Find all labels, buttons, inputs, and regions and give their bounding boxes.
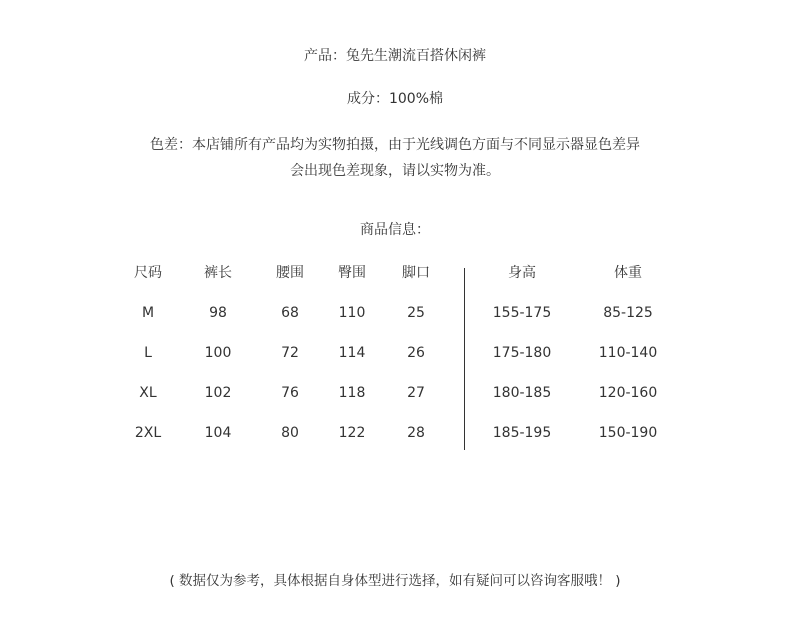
table-cell-size: L bbox=[144, 345, 152, 361]
table-cell-hip: 114 bbox=[338, 345, 366, 361]
table-cell-waist: 68 bbox=[281, 305, 299, 321]
product-label: 产品： bbox=[304, 48, 346, 64]
table-cell-hem: 27 bbox=[407, 385, 425, 401]
table-header-weight: 体重 bbox=[614, 265, 642, 281]
table-cell-height: 175-180 bbox=[492, 345, 552, 361]
table-cell-height: 185-195 bbox=[492, 425, 552, 441]
table-cell-hip: 118 bbox=[338, 385, 366, 401]
table-cell-hip: 122 bbox=[338, 425, 366, 441]
color-note-line-2: 会出现色差现象，请以实物为准。 bbox=[290, 163, 500, 179]
table-cell-length: 100 bbox=[204, 345, 232, 361]
material-line bbox=[0, 89, 790, 109]
table-header-waist: 腰围 bbox=[276, 265, 304, 281]
table-cell-length: 104 bbox=[204, 425, 232, 441]
material-label: 成分： bbox=[346, 91, 389, 107]
table-cell-size: M bbox=[141, 305, 155, 321]
table-cell-hem: 25 bbox=[407, 305, 425, 321]
table-cell-size: XL bbox=[139, 385, 157, 401]
table-cell-waist: 76 bbox=[281, 385, 299, 401]
table-cell-height: 155-175 bbox=[492, 305, 552, 321]
product-name: 兔先生潮流百搭休闲裤 bbox=[346, 48, 486, 64]
table-cell-height: 180-185 bbox=[492, 385, 552, 401]
table-cell-size: 2XL bbox=[134, 425, 162, 441]
table-cell-weight: 85-125 bbox=[603, 305, 653, 321]
table-cell-weight: 110-140 bbox=[598, 345, 658, 361]
table-cell-length: 98 bbox=[209, 305, 227, 321]
table-cell-weight: 150-190 bbox=[598, 425, 658, 441]
table-divider bbox=[464, 268, 465, 450]
table-header-height: 身高 bbox=[508, 265, 536, 281]
table-cell-hem: 26 bbox=[407, 345, 425, 361]
table-header-length: 裤长 bbox=[204, 265, 232, 281]
table-cell-hem: 28 bbox=[407, 425, 425, 441]
table-cell-hip: 110 bbox=[338, 305, 366, 321]
product-info-title: 商品信息： bbox=[360, 222, 430, 238]
table-cell-waist: 72 bbox=[281, 345, 299, 361]
table-cell-waist: 80 bbox=[281, 425, 299, 441]
table-cell-weight: 120-160 bbox=[598, 385, 658, 401]
table-header-hip: 臀围 bbox=[338, 265, 366, 281]
color-note-line-1: 色差：本店铺所有产品均为实物拍摄，由于光线调色方面与不同显示器显色差异 bbox=[150, 137, 640, 153]
product-line bbox=[0, 46, 790, 66]
footer-note: ( 数据仅为参考，具体根据自身体型进行选择，如有疑问可以咨询客服哦！ ) bbox=[169, 573, 621, 589]
table-cell-length: 102 bbox=[204, 385, 232, 401]
table-header-hem: 脚口 bbox=[402, 265, 430, 281]
table-header-size: 尺码 bbox=[134, 265, 162, 281]
material-value: 100%棉 bbox=[388, 91, 444, 107]
